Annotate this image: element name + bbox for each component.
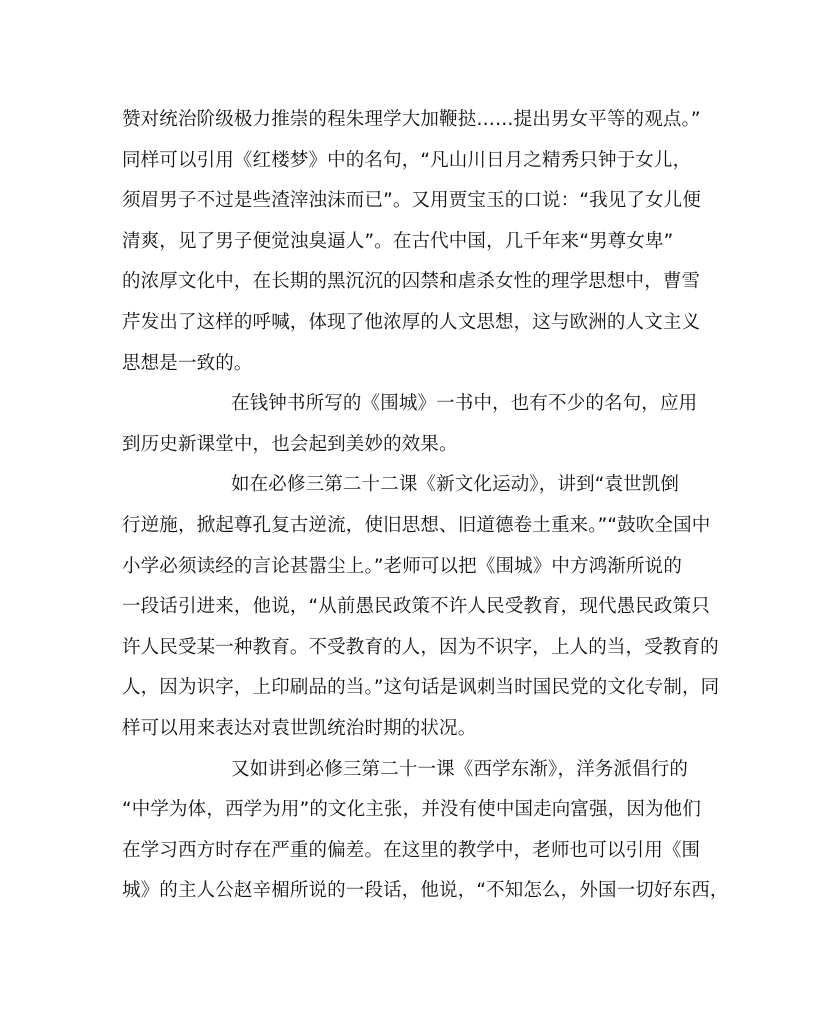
text-line: 许人民受某一种教育。不受教育的人，因为不识字，上人的当，受教育的 [122,636,719,658]
text-line: 到历史新课堂中，也会起到美妙的效果。 [122,433,458,455]
text-line: 小学必须读经的言论甚嚣尘上。”老师可以把《围城》中方鸿渐所说的 [122,555,682,577]
text-line: “中学为体，西学为用”的文化主张，并没有使中国走向富强，因为他们 [122,799,701,821]
text-line: 行逆施，掀起尊孔复古逆流，使旧思想、旧道德卷土重来。”“鼓吹全国中 [122,514,711,536]
document-body [122,100,729,912]
paragraph-first-line: 又如讲到必修三第二十一课《西学东渐》，洋务派倡行的 [231,758,689,780]
text-line: 同样可以引用《红楼梦》中的名句，“凡山川日月之精秀只钟于女儿， [122,149,692,171]
text-line: 赞对统治阶级极力推崇的程朱理学大加鞭挞……提出男女平等的观点。” [122,109,701,130]
text-line: 须眉男子不过是些渣滓浊沫而已”。又用贾宝玉的口说：“我见了女儿便 [122,190,701,212]
text-line: 芹发出了这样的呼喊，体现了他浓厚的人文思想，这与欧洲的人文主义 [122,311,701,333]
text-line: 样可以用来表达对袁世凯统治时期的状况。 [122,717,477,739]
paragraph-first-line: 在钱钟书所写的《围城》一书中，也有不少的名句，应用 [231,393,698,415]
text-line: 的浓厚文化中，在长期的黑沉沉的囚禁和虐杀女性的理学思想中，曹雪 [122,271,701,293]
text-line: 在学习西方时存在严重的偏差。在这里的教学中，老师也可以引用《围 [122,839,701,861]
text-line: 清爽，见了男子便觉浊臭逼人”。在古代中国，几千年来“男尊女卑” [122,230,674,252]
text-line: 思想是一致的。 [122,352,253,374]
text-line: 城》的主人公赵辛楣所说的一段话，他说，“不知怎么，外国一切好东西， [122,880,729,902]
text-line: 一段话引进来，他说，“从前愚民政策不许人民受教育，现代愚民政策只 [122,596,710,618]
text-line: 人，因为识字，上印刷品的当。”这句话是讽刺当时国民党的文化专制，同 [122,677,720,699]
paragraph-first-line: 如在必修三第二十二课《新文化运动》，讲到“袁世凯倒 [231,474,680,496]
